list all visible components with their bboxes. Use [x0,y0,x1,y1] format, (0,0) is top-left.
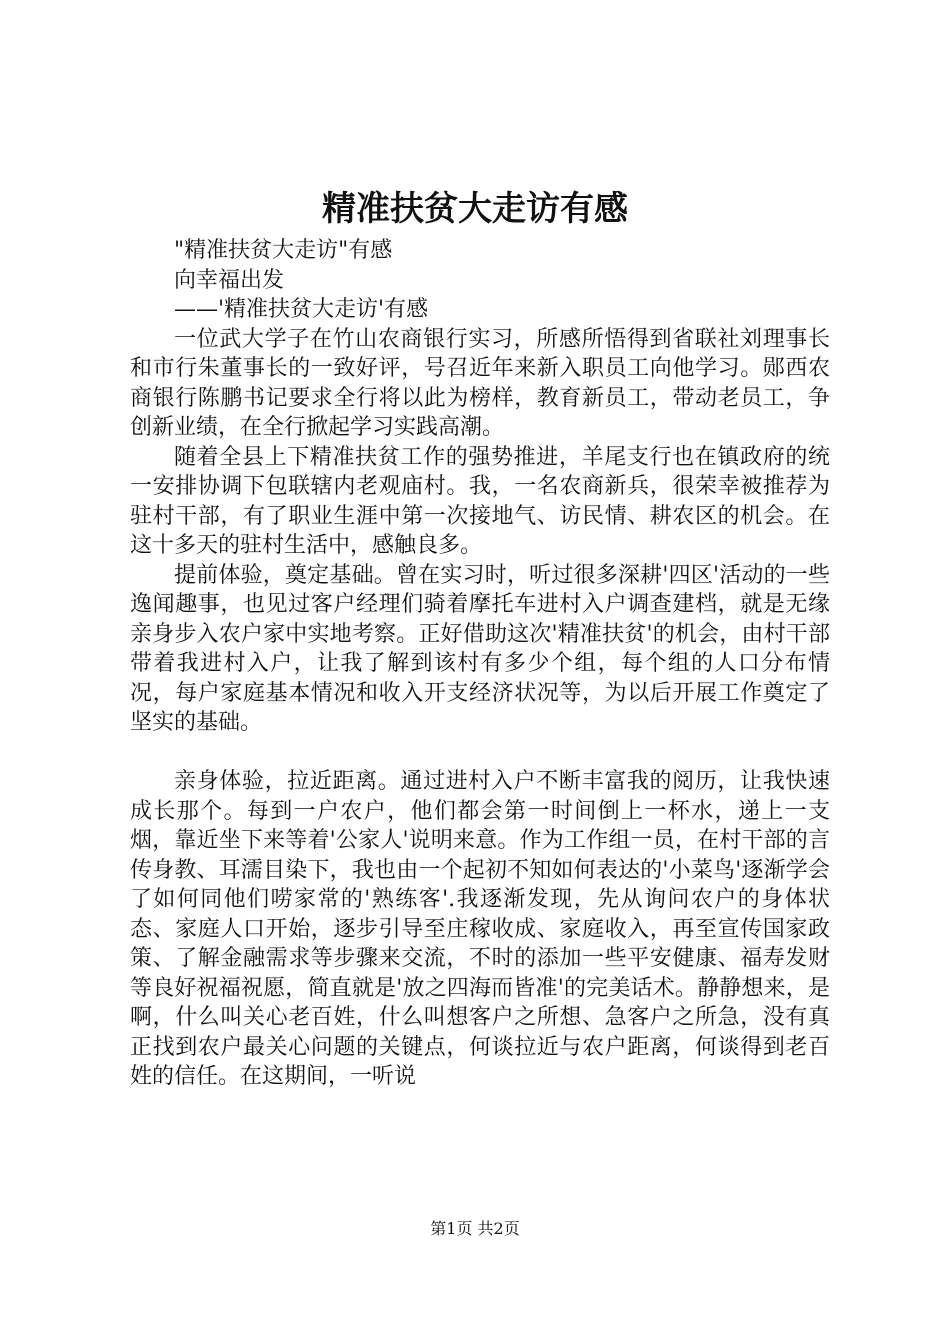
body-paragraph: 随着全县上下精准扶贫工作的强势推进，羊尾支行也在镇政府的统一安排协调下包联辖内老观庙村。我，一名农商新兵，很荣幸被推荐为驻村干部，有了职业生涯中第一次接地气、访民情、耕农区的机会。在这十多天的驻村生活中，感触良多。 [130,444,830,558]
document-title: 精准扶贫大走访有感 [322,189,628,229]
page-footer: 第1页 共2页 [430,1219,520,1238]
subtitle-line: "精准扶贫大走访"有感 [174,238,393,263]
subtitle-line: ——'精准扶贫大走访'有感 [174,297,429,322]
body-paragraph: 一位武大学子在竹山农商银行实习，所感所悟得到省联社刘理事长和市行朱董事长的一致好评，号召近年来新入职员工向他学习。郧西农商银行陈鹏书记要求全行将以此为榜样，教育新员工，带动老员工，争创新业绩，在全行掀起学习实践高潮。 [130,326,830,440]
document-body [130,236,830,1092]
subtitle-line: 向幸福出发 [174,267,285,293]
body-paragraph: 提前体验，奠定基础。曾在实习时，听过很多深耕'四区'活动的一些逸闻趣事，也见过客户经理们骑着摩托车进村入户调查建档，就是无缘亲身步入农户家中实地考察。正好借助这次'精准扶贫'的机会，由村干部带着我进村入户，让我了解到该村有多少个组，每个组的人口分布情况，每户家庭基本情况和收入开支经济状况等，为以后开展工作奠定了坚实的基础。 [130,562,830,735]
body-paragraph: 亲身体验，拉近距离。通过进村入户不断丰富我的阅历，让我快速成长那个。每到一户农户，他们都会第一时间倒上一杯水，递上一支烟，靠近坐下来等着'公家人'说明来意。作为工作组一员，在村干部的言传身教、耳濡目染下，我也由一个起初不知如何表达的'小菜鸟'逐渐学会了如何同他们唠家常的'熟练客'.我逐渐发现，先从询问农户的身体状态、家庭人口开始，逐步引导至庄稼收成、家庭收入，再至宣传国家政策、了解金融需求等步骤来交流，不时的添加一些平安健康、福寿发财等良好祝福祝愿，简直就是'放之四海而皆准'的完美话术。静静想来，是啊，什么叫关心老百姓，什么叫想客户之所想、急客户之所急，没有真正找到农户最关心问题的关键点，何谈拉近与农户距离，何谈得到老百姓的信任。在这期间，一听说 [130,769,830,1089]
